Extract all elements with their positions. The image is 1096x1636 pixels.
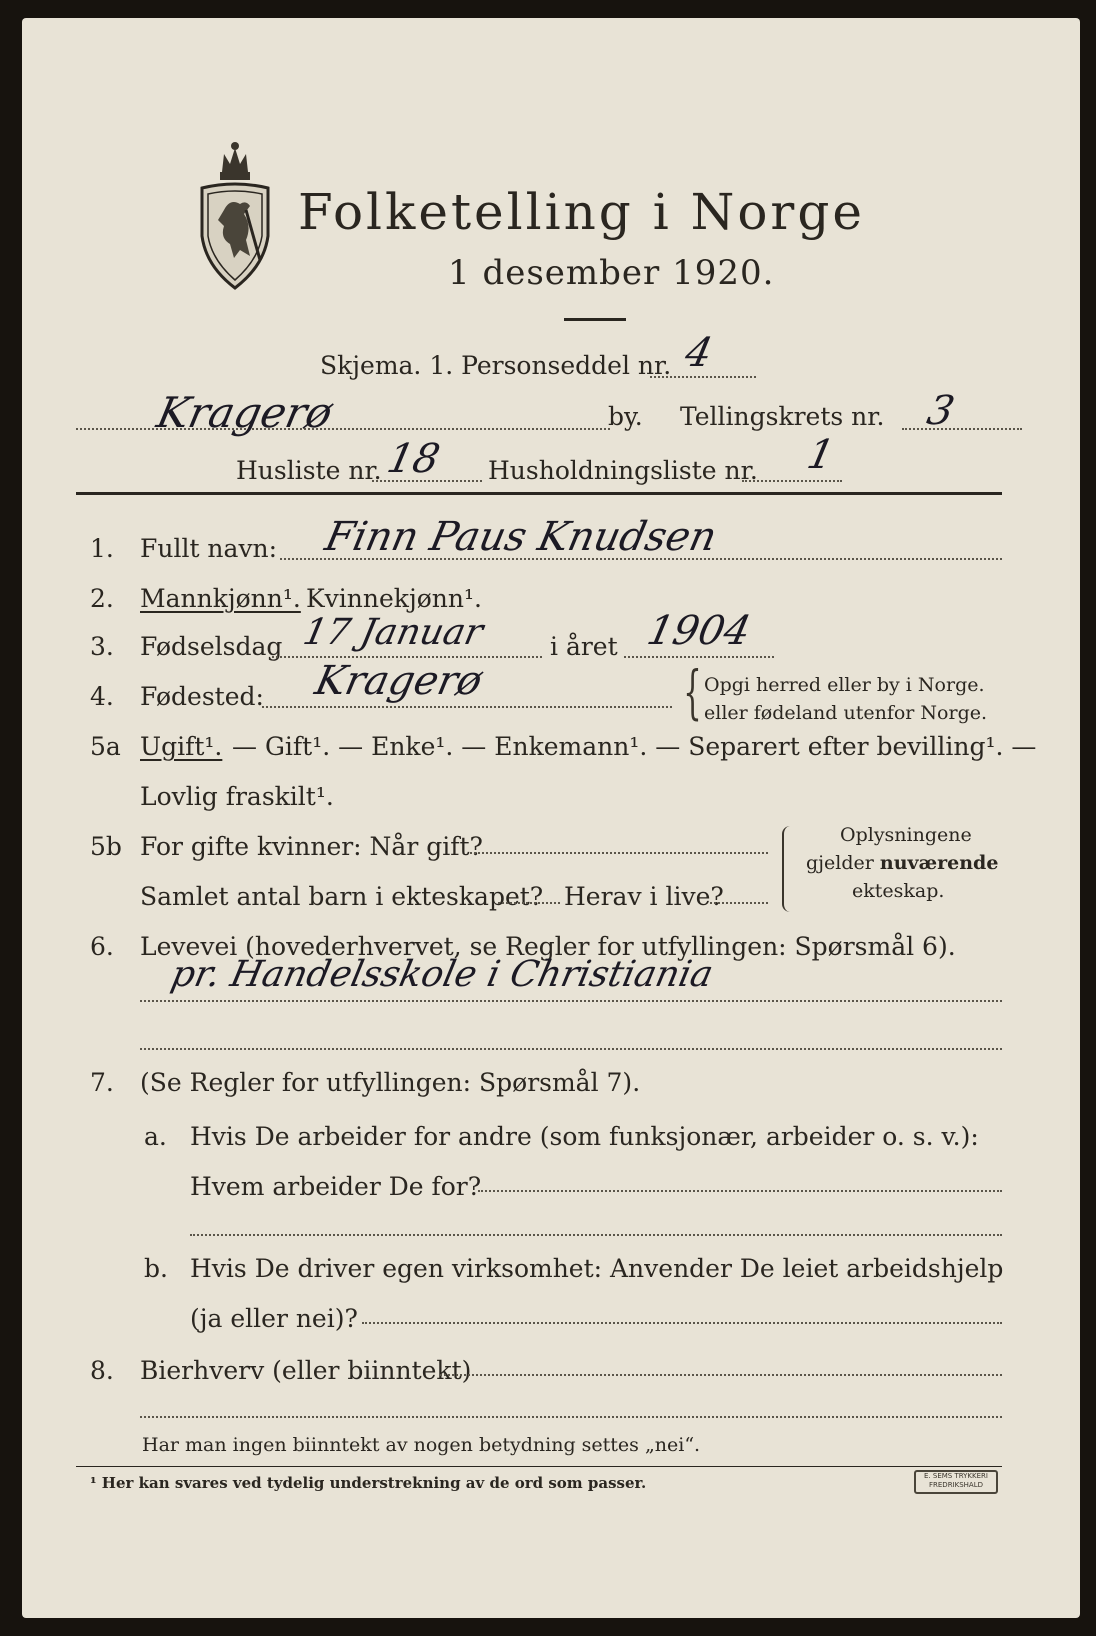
q5b-alive-line	[710, 902, 768, 904]
q4-note-2: eller fødeland utenfor Norge.	[704, 702, 988, 724]
husholdningsliste-line	[742, 480, 842, 482]
q4-note-1: Opgi herred eller by i Norge.	[704, 674, 985, 696]
q6-value: pr. Handelsskole i Christiania	[167, 954, 717, 995]
q5b-label-3: Herav i live?	[564, 882, 724, 911]
q7b-question: (ja eller nei)?	[190, 1304, 358, 1333]
skjema-label: Skjema. 1. Personseddel nr.	[320, 351, 672, 380]
q5b-label-1: For gifte kvinner: Når gift?	[140, 832, 483, 861]
q7b-letter: b.	[144, 1254, 168, 1283]
q1-value: Finn Paus Knudsen	[321, 514, 721, 560]
q1-number: 1.	[90, 534, 114, 563]
census-form	[22, 18, 1080, 1618]
q7-number: 7.	[90, 1068, 114, 1097]
q5b-note-3: ekteskap.	[852, 880, 945, 902]
q5b-label-2: Samlet antal barn i ekteskapet?	[140, 882, 544, 911]
q3-year: 1904	[643, 608, 755, 654]
q8-number: 8.	[90, 1356, 114, 1385]
q6-line-1	[140, 1000, 1002, 1002]
q4-label: Fødested:	[140, 682, 264, 711]
q6-label: Levevei (hovederhvervet, se Regler for utfyllingen: Spørsmål 6).	[140, 932, 956, 961]
q8-line-2	[140, 1416, 1002, 1418]
q5a-ugift: Ugift¹.	[140, 732, 223, 761]
q5a-number: 5a	[90, 732, 121, 761]
q8-line-1	[440, 1374, 1002, 1376]
q3-day: 17 Januar	[299, 612, 487, 653]
q2-female: Kvinnekjønn¹.	[306, 584, 482, 613]
q7a-question: Hvem arbeider De for?	[190, 1172, 482, 1201]
q5a-options: — Gift¹. — Enke¹. — Enkemann¹. — Separert efter bevilling¹. —	[232, 732, 1037, 761]
q8-label: Bierhverv (eller biinntekt)	[140, 1356, 472, 1385]
q5b-note-2: gjelder nuværende	[806, 852, 999, 874]
tellingskrets-nr: 3	[923, 388, 959, 434]
printer-stamp: E. SEMS TRYKKERI FREDRIKSHALD	[914, 1470, 998, 1494]
by-value: Kragerø	[152, 388, 337, 437]
q1-label: Fullt navn:	[140, 534, 278, 563]
q5a-line2: Lovlig fraskilt¹.	[140, 782, 334, 811]
q4-value: Kragerø	[311, 658, 487, 704]
footnote: ¹ Her kan svares ved tydelig understrekning av de ord som passer.	[90, 1474, 647, 1492]
personseddel-nr: 4	[681, 330, 717, 376]
husholdningsliste-nr: 1	[803, 432, 839, 478]
husliste-label: Husliste nr.	[236, 456, 382, 485]
q3-year-label: i året	[550, 632, 618, 661]
q3-label: Fødselsdag	[140, 632, 283, 661]
q7a-line-1	[478, 1190, 1002, 1192]
q5b-married-line	[470, 852, 768, 854]
personseddel-line	[650, 376, 756, 378]
form-title: Folketelling i Norge	[298, 183, 865, 241]
q6-line-2	[140, 1048, 1002, 1050]
census-date: 1 desember 1920.	[448, 253, 775, 293]
q7a-text: Hvis De arbeider for andre (som funksjonær, arbeider o. s. v.):	[190, 1122, 979, 1151]
q4-line	[262, 706, 672, 708]
coat-of-arms-icon	[194, 140, 276, 292]
q7a-letter: a.	[144, 1122, 167, 1151]
q7-label: (Se Regler for utfyllingen: Spørsmål 7).	[140, 1068, 641, 1097]
husholdningsliste-label: Husholdningsliste nr.	[488, 456, 758, 485]
title-divider	[564, 318, 626, 321]
q7b-line	[362, 1322, 1002, 1324]
q5b-note-1: Oplysningene	[840, 824, 972, 846]
q5b-bracket	[782, 826, 790, 912]
q7b-text: Hvis De driver egen virksomhet: Anvender De leiet arbeidshjelp	[190, 1254, 1004, 1283]
husliste-nr: 18	[383, 436, 444, 482]
header-rule	[76, 492, 1002, 495]
biinntekt-note: Har man ingen biinntekt av nogen betydning settes „nei“.	[142, 1434, 701, 1456]
footnote-rule	[76, 1466, 1002, 1467]
q6-number: 6.	[90, 932, 114, 961]
q4-brace: {	[683, 658, 702, 726]
by-label: by.	[608, 402, 643, 431]
q5b-number: 5b	[90, 832, 122, 861]
tellingskrets-label: Tellingskrets nr.	[680, 402, 885, 431]
q2-male: Mannkjønn¹.	[140, 584, 301, 613]
q2-number: 2.	[90, 584, 114, 613]
q4-number: 4.	[90, 682, 114, 711]
tellingskrets-line	[902, 428, 1022, 430]
q3-number: 3.	[90, 632, 114, 661]
q5b-children-line	[498, 902, 560, 904]
q7a-line-2	[190, 1234, 1002, 1236]
